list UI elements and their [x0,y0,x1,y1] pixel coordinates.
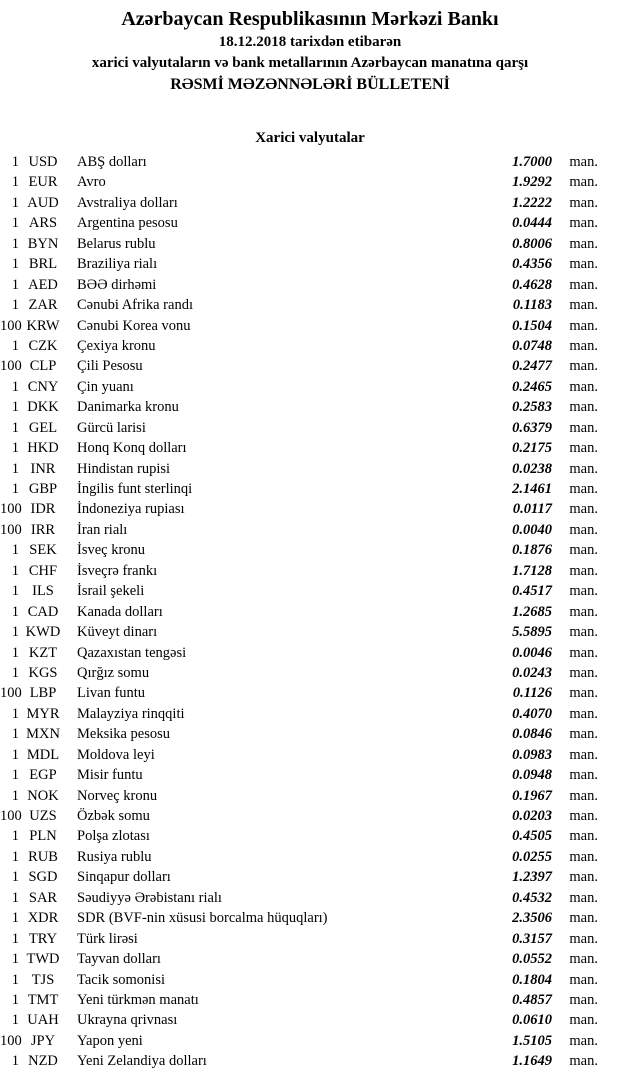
table-row [0,888,620,908]
currency-name-cell: Çin yuanı [77,378,134,395]
currency-name-cell: Tayvan dolları [77,951,161,968]
rate-cell: 2.3506 [512,910,552,927]
quantity-cell: 1 [11,930,19,947]
table-row [0,459,620,479]
rate-cell: 0.0552 [512,951,552,968]
currency-name-cell: İngilis funt sterlinqi [77,481,193,497]
currency-code-cell: KGS [28,664,58,681]
table-row [0,438,620,458]
unit-cell: man. [569,951,598,968]
table-row [0,397,620,417]
unit-cell: man. [569,440,598,457]
currency-code-cell: BYN [27,235,59,252]
bank-title: Azərbaycan Respublikasının Mərkəzi Bankı [121,8,499,30]
currency-name-cell: Danimarka kronu [77,399,179,416]
rate-cell: 0.1504 [512,317,552,334]
quantity-cell: 1 [11,869,19,886]
unit-cell: man. [569,930,598,947]
currency-name-cell: Moldova leyi [77,746,155,763]
table-row [0,193,620,213]
table-row [0,234,620,254]
currency-code-cell: ARS [28,215,58,232]
unit-cell: man. [569,767,598,784]
currency-name-cell: Cənubi Korea vonu [77,317,191,334]
document-header [0,0,620,96]
unit-cell: man. [569,1053,598,1070]
table-row [0,970,620,990]
table-row [0,418,620,438]
quantity-cell: 1 [11,726,19,743]
unit-cell: man. [569,562,598,579]
rate-cell: 0.4070 [512,705,552,722]
currency-code-cell: HKD [27,440,59,457]
unit-cell: man. [569,174,598,191]
unit-cell: man. [569,194,598,211]
currency-name-cell: Honq Konq dolları [77,440,187,457]
currency-name-cell: Çili Pesosu [77,358,143,375]
currency-code-cell: MYR [26,705,60,722]
rate-cell: 0.2583 [512,399,552,416]
currency-code-cell: JPY [30,1032,56,1049]
currency-name-cell: Polşa zlotası [77,828,150,845]
unit-cell: man. [569,848,598,865]
quantity-cell: 1 [11,828,19,845]
unit-cell: man. [569,337,598,354]
rate-cell: 0.4857 [512,991,552,1008]
quantity-cell: 1 [11,256,19,273]
currency-code-cell: KZT [28,644,58,661]
currency-name-cell: Braziliya rialı [77,256,158,273]
unit-cell: man. [569,419,598,436]
currency-code-cell: EUR [28,174,58,191]
document-subtitle: xarici valyutaların və bank metallarının Azərbaycan manatına qarşı [91,55,529,71]
quantity-cell: 100 [0,521,22,538]
table-row [0,152,620,172]
currency-name-cell: İsrail şekeli [77,583,145,600]
rate-cell: 0.0444 [512,215,552,232]
currency-name-cell: ABŞ dolları [77,154,147,170]
rate-cell: 0.4628 [512,276,552,293]
unit-cell: man. [569,808,598,824]
currency-code-cell: DKK [27,399,59,416]
table-row [0,172,620,192]
rate-cell: 5.5895 [512,624,552,641]
currency-name-cell: Rusiya rublu [77,848,152,865]
table-row [0,275,620,295]
currency-name-cell: Tacik somonisi [77,971,165,988]
unit-cell: man. [569,603,598,620]
rate-cell: 0.0046 [512,644,552,661]
unit-cell: man. [569,685,598,702]
rate-cell: 1.7128 [512,562,552,579]
table-row [0,602,620,622]
table-row [0,949,620,969]
currency-code-cell: AUD [27,194,59,211]
currency-code-cell: CLP [29,358,57,375]
currency-name-cell: Çexiya kronu [77,337,156,354]
currency-name-cell: Argentina pesosu [77,215,178,232]
currency-name-cell: İsveçrə frankı [77,562,158,579]
currency-code-cell: SGD [28,869,58,886]
currency-name-cell: Türk lirəsi [77,930,138,947]
quantity-cell: 1 [11,174,19,191]
table-row [0,724,620,744]
currency-name-cell: Belarus rublu [77,235,156,252]
rate-cell: 0.0610 [512,1012,552,1029]
quantity-cell: 1 [11,440,19,457]
rate-cell: 0.1804 [512,971,552,988]
unit-cell: man. [569,276,598,293]
quantity-cell: 1 [11,235,19,252]
quantity-cell: 1 [11,787,19,804]
currency-code-cell: CZK [28,337,58,354]
unit-cell: man. [569,971,598,988]
rate-cell: 1.1649 [512,1053,552,1070]
quantity-cell: 100 [0,1032,22,1049]
rate-cell: 0.4505 [512,828,552,845]
unit-cell: man. [569,154,598,170]
quantity-cell: 1 [11,971,19,988]
unit-cell: man. [569,460,598,477]
currency-code-cell: INR [30,460,56,477]
rate-cell: 0.0117 [512,501,552,518]
currency-name-cell: BƏƏ dirhəmi [77,276,157,293]
currency-code-cell: KWD [25,624,61,641]
rates-table [0,152,620,1072]
currency-name-cell: İndoneziya rupiası [77,501,185,518]
unit-cell: man. [569,726,598,743]
table-row [0,786,620,806]
currency-name-cell: Cənubi Afrika randı [77,297,193,314]
table-row [0,1031,620,1051]
quantity-cell: 1 [11,603,19,620]
table-row [0,295,620,315]
rate-cell: 0.0846 [512,726,552,743]
quantity-cell: 1 [11,767,19,784]
unit-cell: man. [569,358,598,375]
table-row [0,316,620,336]
currency-code-cell: PLN [29,828,57,845]
quantity-cell: 100 [0,808,22,824]
currency-code-cell: TMT [27,991,59,1008]
rate-cell: 0.0948 [512,767,552,784]
unit-cell: man. [569,664,598,681]
currency-name-cell: Avstraliya dolları [77,194,178,211]
rate-cell: 0.2477 [512,358,552,375]
currency-name-cell: Səudiyyə Ərəbistanı rialı [77,889,222,906]
rate-cell: 2.1461 [512,481,552,497]
rate-cell: 0.1876 [512,542,552,559]
quantity-cell: 1 [11,378,19,395]
currency-name-cell: İran rialı [77,521,128,538]
rate-cell: 1.9292 [512,174,552,191]
unit-cell: man. [569,644,598,661]
table-row [0,356,620,376]
table-row [0,847,620,867]
currency-name-cell: Yeni Zelandiya dolları [77,1053,207,1070]
table-row [0,663,620,683]
unit-cell: man. [569,399,598,416]
currency-code-cell: XDR [27,910,59,927]
currency-name-cell: Kanada dolları [77,603,163,620]
quantity-cell: 1 [11,194,19,211]
rate-cell: 0.0040 [512,521,552,538]
currency-code-cell: KRW [26,317,60,334]
currency-name-cell: Özbək somu [77,808,150,824]
table-row [0,499,620,519]
quantity-cell: 1 [11,562,19,579]
quantity-cell: 1 [11,481,19,497]
unit-cell: man. [569,378,598,395]
currency-code-cell: SEK [29,542,57,559]
currency-code-cell: TWD [26,951,60,968]
quantity-cell: 1 [11,644,19,661]
currency-code-cell: LBP [29,685,57,702]
rate-cell: 1.5105 [512,1032,552,1049]
unit-cell: man. [569,910,598,927]
currency-name-cell: Ukrayna qrivnası [77,1012,178,1029]
quantity-cell: 1 [11,848,19,865]
quantity-cell: 100 [0,358,22,375]
quantity-cell: 1 [11,889,19,906]
unit-cell: man. [569,869,598,886]
unit-cell: man. [569,1032,598,1049]
unit-cell: man. [569,787,598,804]
currency-name-cell: İsveç kronu [77,542,146,559]
quantity-cell: 1 [11,542,19,559]
rate-cell: 0.0238 [512,460,552,477]
rate-cell: 0.0255 [512,848,552,865]
quantity-cell: 1 [11,705,19,722]
table-row [0,704,620,724]
quantity-cell: 1 [11,399,19,416]
currency-code-cell: ZAR [28,297,58,314]
table-row [0,561,620,581]
rate-cell: 0.0983 [512,746,552,763]
table-row [0,867,620,887]
quantity-cell: 1 [11,276,19,293]
currency-name-cell: Malayziya rinqqiti [77,705,185,722]
unit-cell: man. [569,746,598,763]
currency-name-cell: Qazaxıstan tengəsi [77,644,187,661]
quantity-cell: 1 [11,154,19,170]
unit-cell: man. [569,481,598,497]
currency-code-cell: UAH [27,1012,59,1029]
currency-code-cell: SAR [28,889,58,906]
quantity-cell: 100 [0,501,22,518]
unit-cell: man. [569,624,598,641]
currency-code-cell: UZS [29,808,57,824]
table-row [0,479,620,499]
rate-cell: 1.2685 [512,603,552,620]
rate-cell: 0.8006 [512,235,552,252]
table-row [0,213,620,233]
currency-code-cell: TRY [28,930,58,947]
rate-cell: 1.2222 [512,194,552,211]
quantity-cell: 1 [11,951,19,968]
table-row [0,377,620,397]
currency-code-cell: ILS [32,583,54,600]
rate-cell: 0.0243 [512,664,552,681]
currency-code-cell: CAD [27,603,59,620]
unit-cell: man. [569,1012,598,1029]
rate-cell: 0.1183 [512,297,552,314]
currency-name-cell: Sinqapur dolları [77,869,171,886]
rate-cell: 0.4356 [512,256,552,273]
currency-code-cell: USD [28,154,58,170]
unit-cell: man. [569,215,598,232]
quantity-cell: 1 [11,746,19,763]
unit-cell: man. [569,583,598,600]
rate-cell: 1.2397 [512,869,552,886]
quantity-cell: 1 [11,419,19,436]
table-row [0,806,620,826]
currency-code-cell: AED [28,276,58,293]
currency-name-cell: Norveç kronu [77,787,158,804]
effective-date-line: 18.12.2018 tarixdən etibarən [218,34,402,50]
bulletin-title: RƏSMİ MƏZƏNNƏLƏRİ BÜLLETENİ [170,76,450,93]
currency-code-cell: CNY [27,378,59,395]
table-row [0,643,620,663]
table-row [0,929,620,949]
table-row [0,622,620,642]
currency-code-cell: NOK [27,787,59,804]
quantity-cell: 1 [11,1053,19,1070]
unit-cell: man. [569,828,598,845]
table-row [0,254,620,274]
currency-name-cell: Gürcü larisi [77,419,146,436]
currency-name-cell: Küveyt dinarı [77,624,158,641]
unit-cell: man. [569,256,598,273]
unit-cell: man. [569,297,598,314]
rate-cell: 0.6379 [512,419,552,436]
quantity-cell: 1 [11,460,19,477]
unit-cell: man. [569,235,598,252]
quantity-cell: 1 [11,583,19,600]
rate-cell: 0.4532 [512,889,552,906]
currency-code-cell: RUB [28,848,58,865]
table-row [0,745,620,765]
currency-name-cell: Qırğız somu [77,664,150,681]
currency-code-cell: NZD [28,1053,58,1070]
currency-name-cell: SDR (BVF-nin xüsusi borcalma hüquqları) [77,910,328,927]
currency-name-cell: Yeni türkmən manatı [77,991,199,1008]
table-row [0,826,620,846]
currency-code-cell: BRL [28,256,58,273]
rate-cell: 0.2175 [512,440,552,457]
rate-cell: 0.0203 [512,808,552,824]
quantity-cell: 1 [11,991,19,1008]
rate-cell: 0.1126 [512,685,552,702]
rate-cell: 0.3157 [512,930,552,947]
unit-cell: man. [569,991,598,1008]
rate-cell: 0.0748 [512,337,552,354]
quantity-cell: 1 [11,624,19,641]
unit-cell: man. [569,542,598,559]
currency-code-cell: MXN [26,726,60,743]
rate-cell: 0.4517 [512,583,552,600]
quantity-cell: 100 [0,317,22,334]
currency-name-cell: Misir funtu [77,767,143,784]
currency-code-cell: GEL [28,419,58,436]
table-row [0,765,620,785]
table-row [0,908,620,928]
currency-name-cell: Hindistan rupisi [77,460,171,477]
unit-cell: man. [569,501,598,518]
currency-code-cell: CHF [28,562,58,579]
rate-cell: 0.1967 [512,787,552,804]
table-row [0,1051,620,1071]
currency-code-cell: GBP [28,481,58,497]
quantity-cell: 1 [11,297,19,314]
table-row [0,520,620,540]
rate-cell: 1.7000 [512,154,552,170]
table-row [0,581,620,601]
quantity-cell: 100 [0,685,22,702]
currency-code-cell: TJS [31,971,55,988]
table-row [0,336,620,356]
table-row [0,990,620,1010]
quantity-cell: 1 [11,1012,19,1029]
unit-cell: man. [569,705,598,722]
unit-cell: man. [569,521,598,538]
table-row [0,683,620,703]
currency-code-cell: IRR [30,521,56,538]
currency-name-cell: Yapon yeni [77,1032,143,1049]
currency-code-cell: IDR [30,501,56,518]
table-row [0,1010,620,1030]
unit-cell: man. [569,889,598,906]
section-title-foreign-currencies: Xarici valyutalar [255,130,365,146]
quantity-cell: 1 [11,910,19,927]
quantity-cell: 1 [11,215,19,232]
quantity-cell: 1 [11,337,19,354]
currency-name-cell: Livan funtu [77,685,146,702]
currency-code-cell: EGP [29,767,57,784]
currency-code-cell: MDL [26,746,60,763]
quantity-cell: 1 [11,664,19,681]
currency-name-cell: Meksika pesosu [77,726,171,743]
currency-name-cell: Avro [77,174,106,191]
rate-cell: 0.2465 [512,378,552,395]
table-row [0,540,620,560]
unit-cell: man. [569,317,598,334]
